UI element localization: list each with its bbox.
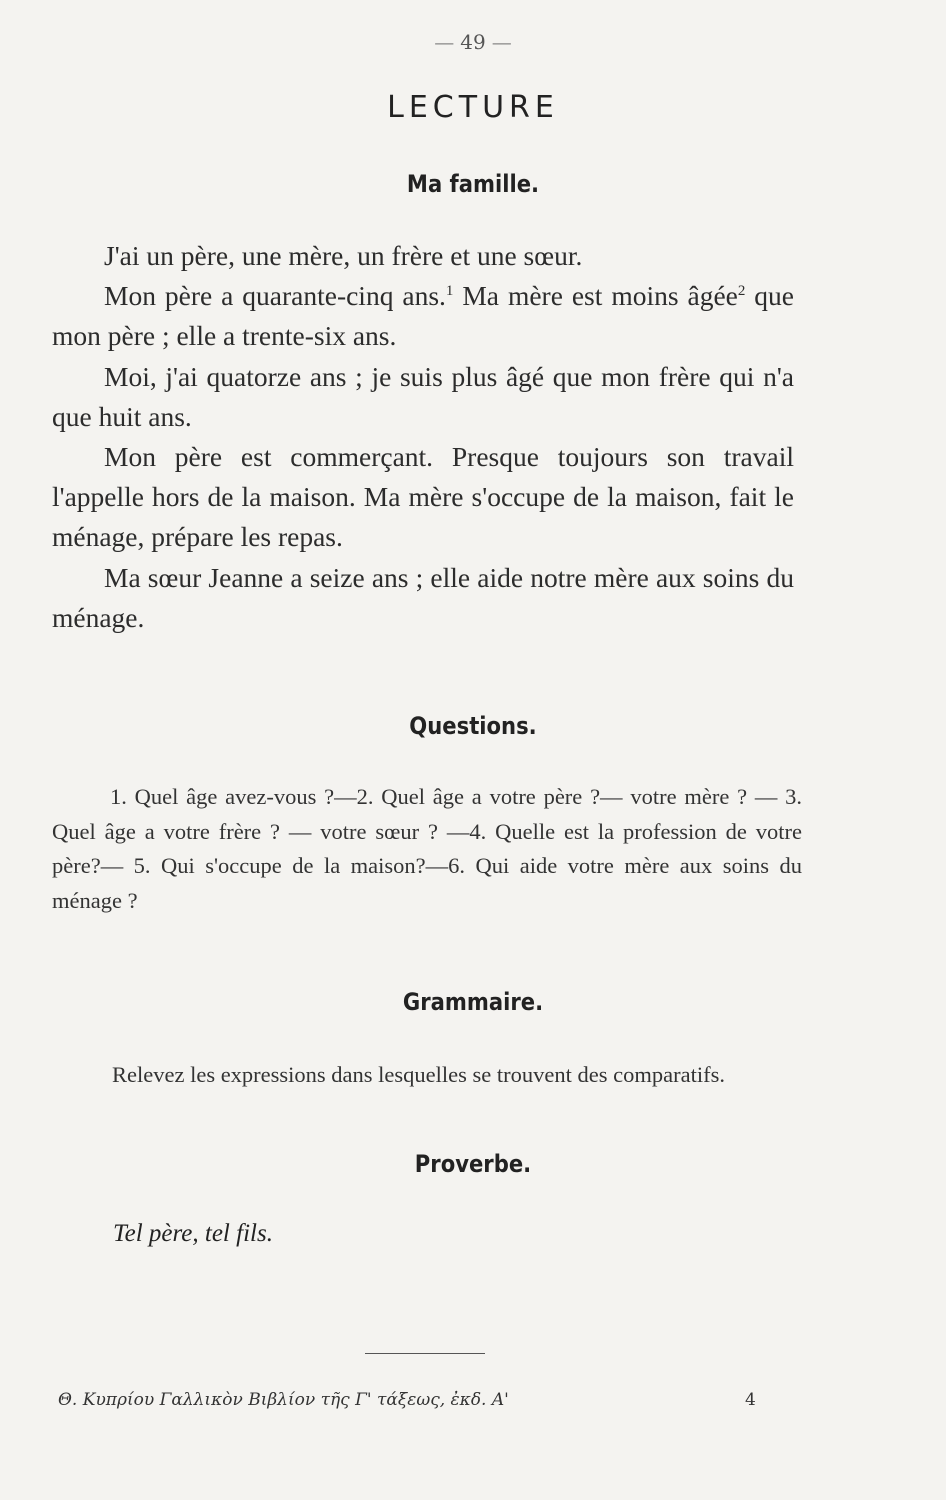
reading-text: [52, 236, 794, 638]
reading-paragraph-5: Ma sœur Jeanne a seize ans ; elle aide notre mère aux soins du ménage.: [52, 561, 794, 633]
heading-ma-famille: Ma famille.: [406, 170, 540, 198]
questions-text: 1. Quel âge avez-vous ?—2. Quel âge a votre père ?— votre mère ? — 3. Quel âge a votre frère ? — votre sœur ? —4. Quelle est la profession de votre père?— 5. Qui s'occupe de la maison?—6. Qui aide votre mère aux soins du ménage ?: [52, 784, 802, 913]
page-number-dash-right: —: [491, 30, 512, 54]
reading-paragraph-3: Moi, j'ai quatorze ans ; je suis plus âgé que mon frère qui n'a que huit ans.: [52, 360, 794, 432]
footer-book-title: Θ. Κυπρίου Γαλλικὸν Βιβλίον τῆς Γ' τάξεως, ἐκδ. Α': [58, 1390, 509, 1410]
reading-paragraph-4: Mon père est commerçant. Presque toujours son travail l'appelle hors de la maison. Ma mère s'occupe de la maison, fait le ménage, prépare les repas.: [52, 441, 794, 553]
questions-block: [52, 780, 802, 918]
reading-p2-part-c: que mon père ; elle a trente-six ans.: [52, 280, 794, 352]
section-title: LECTURE: [387, 90, 559, 125]
page-number-dash-left: —: [434, 30, 455, 54]
footer-divider: [365, 1353, 485, 1354]
grammaire-block: [56, 1057, 802, 1092]
grammaire-text: Relevez les expressions dans lesquelles se trouvent des comparatifs.: [112, 1062, 725, 1087]
proverbe-text: Tel père, tel fils.: [113, 1220, 273, 1247]
heading-grammaire: Grammaire.: [402, 988, 544, 1016]
footer-sheet-number: 4: [745, 1390, 756, 1410]
reading-paragraph-2: [52, 276, 794, 356]
page-number: [0, 30, 946, 54]
heading-proverbe: Proverbe.: [414, 1150, 532, 1178]
footer: [58, 1390, 778, 1410]
page-number-value: 49: [460, 30, 486, 54]
footnote-marker-1: 1: [445, 283, 454, 300]
reading-p2-part-a: Mon père a quarante-cinq ans.: [104, 280, 446, 312]
reading-p2-part-b: Ma mère est moins âgée: [453, 280, 738, 312]
heading-questions: Questions.: [409, 712, 537, 740]
footnote-marker-2: 2: [737, 283, 746, 300]
reading-paragraph-1: J'ai un père, une mère, un frère et une sœur.: [104, 240, 583, 271]
